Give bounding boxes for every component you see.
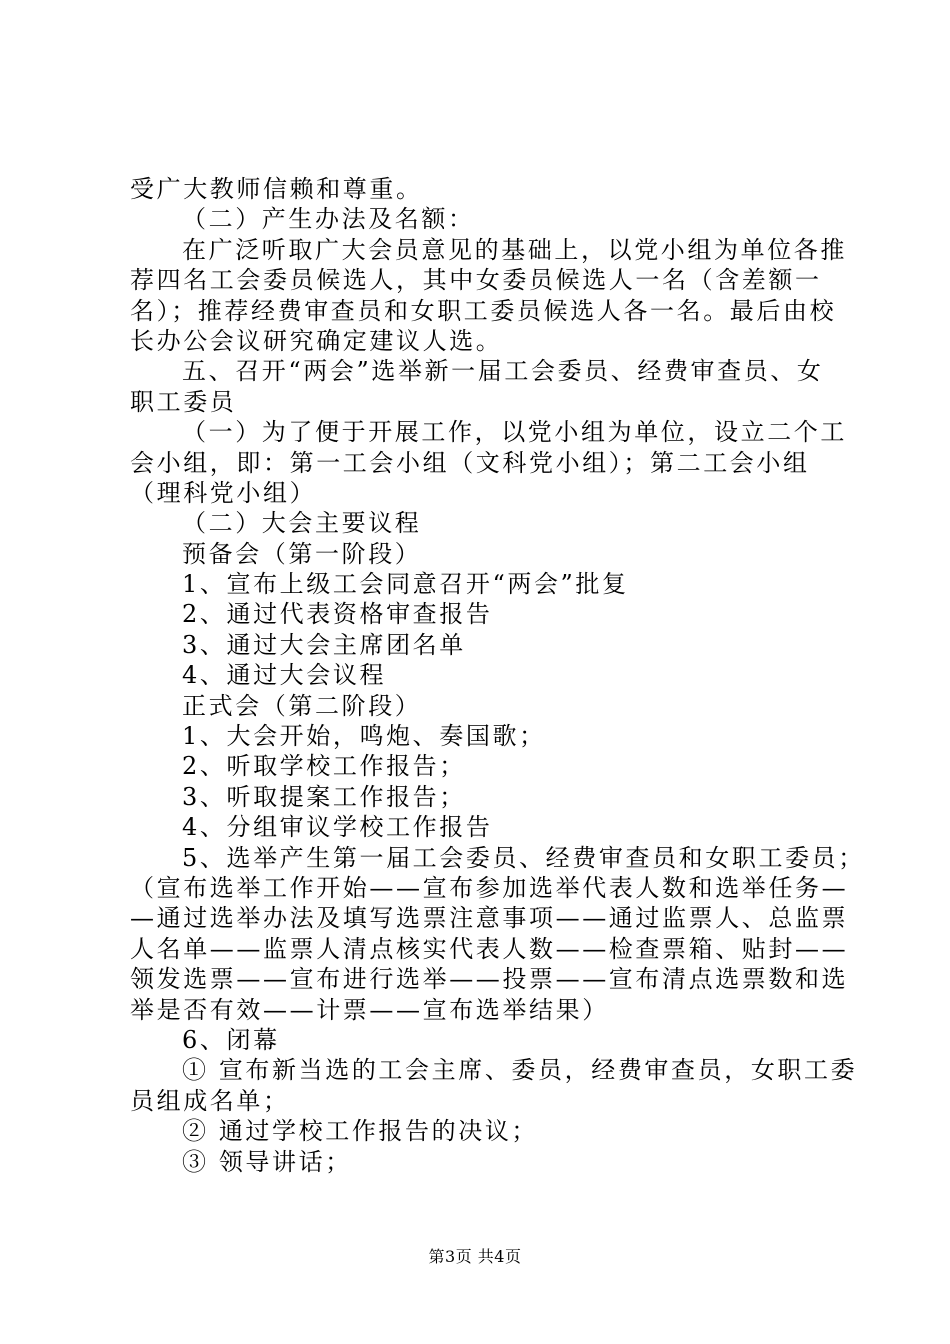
text-line: 举是否有效——计票——宣布选举结果） xyxy=(130,995,609,1024)
text-line: 正式会（第二阶段） xyxy=(182,691,422,720)
text-line: （二）产生办法及名额： xyxy=(182,205,475,234)
text-line: ③ 领导讲话； xyxy=(182,1147,352,1176)
text-line: 5、选举产生第一届工会委员、经费审查员和女职工委员； xyxy=(182,843,865,872)
text-line: 1、大会开始，鸣炮、奏国歌； xyxy=(182,722,546,751)
document-body xyxy=(130,174,865,1177)
text-line: 3、听取提案工作报告； xyxy=(182,782,466,811)
text-line: 长办公会议研究确定建议人选。 xyxy=(130,326,503,355)
text-line: （理科党小组） xyxy=(130,478,317,507)
text-line: （二）大会主要议程 xyxy=(182,509,422,538)
text-line: 受广大教师信赖和尊重。 xyxy=(130,175,423,203)
text-line: 预备会（第一阶段） xyxy=(182,539,422,568)
text-line: 1、宣布上级工会同意召开“两会”批复 xyxy=(182,570,629,599)
page-footer: 第3页 共4页 xyxy=(428,1247,522,1266)
text-line: 五、召开“两会”选举新一届工会委员、经费审查员、女 xyxy=(182,357,824,386)
text-line: 领发选票——宣布进行选举——投票——宣布清点选票数和选 xyxy=(130,965,849,994)
text-line: 4、分组审议学校工作报告 xyxy=(182,813,493,842)
text-line: 6、闭幕 xyxy=(182,1025,280,1054)
text-line: 2、听取学校工作报告； xyxy=(182,752,466,781)
text-line: 2、通过代表资格审查报告 xyxy=(182,600,493,629)
text-line: 3、通过大会主席团名单 xyxy=(182,630,466,659)
text-line: ① 宣布新当选的工会主席、委员，经费审查员，女职工委 xyxy=(182,1056,858,1085)
text-line: —通过选举办法及填写选票注意事项——通过监票人、总监票 xyxy=(130,904,849,933)
text-line: （宣布选举工作开始——宣布参加选举代表人数和选举任务— xyxy=(130,873,849,902)
text-line: ② 通过学校工作报告的决议； xyxy=(182,1117,539,1146)
text-line: 荐四名工会委员候选人，其中女委员候选人一名（含差额一 xyxy=(130,266,822,295)
text-line: 人名单——监票人清点核实代表人数——检查票箱、贴封—— xyxy=(130,934,849,963)
text-line: （一）为了便于开展工作，以党小组为单位，设立二个工 xyxy=(182,418,847,447)
text-line: 会小组，即：第一工会小组（文科党小组）；第二工会小组 xyxy=(130,448,810,477)
text-line: 员组成名单； xyxy=(130,1086,290,1115)
text-line: 名）；推荐经费审查员和女职工委员候选人各一名。最后由校 xyxy=(130,296,837,325)
text-line: 职工委员 xyxy=(130,387,237,416)
text-line: 4、通过大会议程 xyxy=(182,661,387,690)
text-line: 在广泛听取广大会员意见的基础上，以党小组为单位各推 xyxy=(182,235,847,264)
